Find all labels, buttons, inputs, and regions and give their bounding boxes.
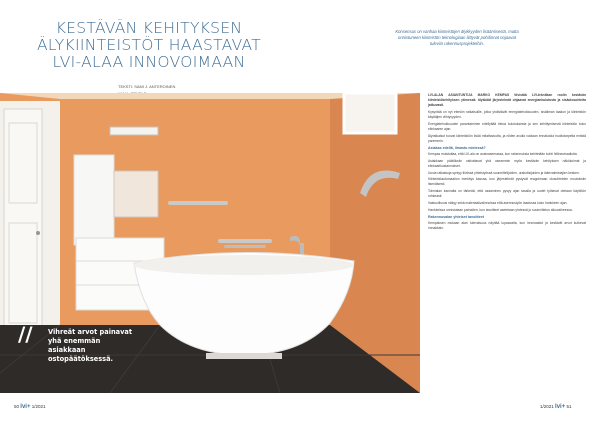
body-paragraph: Kysyntää on nyt etenkin ratkaisuille, jotka yhdistävät energiatehokkuuden, sisäilman laadun ja kiinteistön käyttäjien viihtyvyyden. <box>428 109 586 119</box>
credit-text: TEKSTI: SAMI J. ANTEROINEN <box>118 84 176 89</box>
issue-left: 1/2021 <box>31 404 46 409</box>
vanity-light <box>110 127 158 135</box>
body-subhead: Rakennusalan yhteiset tavoitteet <box>428 215 484 220</box>
body-paragraph: Kempas muistuttaa, että LVI-ala on avainasemassa, kun rakennuksia kehitetään kohti hiilineutraaliutta. <box>428 151 578 156</box>
article-lead: Konsensus on vanhaa kiinteistöjen älykkyyden lisäämisestä, mutta onnistuneen kiinteistön teknologiaan liittyvät pohdinnat nojaavat tuleviin rakennusprojekteihin. <box>395 29 519 46</box>
article-title: KESTÄVÄN KEHITYKSEN ÄLYKIINTEISTÖT HAASTAVAT LVI-ALAA INNOVOIMAAN <box>37 19 261 71</box>
body-column <box>428 93 586 233</box>
door-handle <box>36 231 40 235</box>
body-paragraph: Asiakkaan päätöksiin vaikuttavat yhä useammin myös kestävän kehityksen näkökulmat ja elinkaarikustannukset. <box>428 158 586 168</box>
mirror <box>114 171 158 217</box>
body-paragraph: Kempaksen mukaan alan tulevaisuus näyttää lupaavalta, kun innovaatiot ja kestävät arvot kulkevat rinnakkain. <box>428 221 586 231</box>
bathtub-base <box>206 353 282 359</box>
brand-logo-left: lvi+ <box>20 404 31 410</box>
window <box>344 93 396 133</box>
page-number-left: 50 <box>14 404 20 409</box>
brand-logo-right: lvi+ <box>555 404 566 410</box>
towel-bar-1 <box>168 201 228 205</box>
body-subhead: Asiakas edellä, ilmasto mielessä? <box>428 145 486 150</box>
body-paragraph: Hankkeissa onnistutaan parhaiten, kun tavoitteet asetetaan yhdessä jo suunnittelun alkuvaiheessa. <box>428 208 573 213</box>
body-paragraph: Toimialan kannalta on tärkeää, että osaaminen pysyy ajan tasalla ja uudet työtavat otetaan käyttöön rohkeasti. <box>428 189 586 199</box>
folio-right <box>540 404 572 410</box>
body-paragraph: Kiinteistöautomaation merkitys kasvaa, kun järjestelmät pystyvät reagoimaan olosuhteiden muutoksiin itsenäisesti. <box>428 177 586 187</box>
tall-cabinet <box>74 155 114 245</box>
pullquote-mark: // <box>18 322 33 346</box>
towel-bar-2 <box>218 239 272 243</box>
body-paragraph: Älyratkaisut tuovat kiinteistöön lisää mitattavuutta, ja niiden avulla voidaan ennakoida huoltotarpeita entistä paremmin. <box>428 133 586 143</box>
folio-left <box>14 404 46 410</box>
body-lead-paragraph: LVI-ALAN ASIANTUNTIJA MARKO KEMPAS tiivistää LVI-tekniikan roolin kestävän kiinteistökehityksen ytimessä: älykkäät järjestelmät ohjaavat energiankulutusta ja sisäolosuhteita jatkuvasti. <box>428 93 586 108</box>
bathtub-rim <box>134 255 354 275</box>
body-paragraph: Energiatehokkuuden parantaminen edellyttää tietoa kulutuksesta ja sen kehittymisestä kiinteistön koko elinkaaren ajan. <box>428 121 586 131</box>
pullquote-text: Vihreät arvot painavat yhä enemmän asiakkaan ostopäätöksessä. <box>48 328 133 363</box>
issue-right: 1/2021 <box>540 404 554 409</box>
page-number-right: 51 <box>566 404 572 409</box>
body-paragraph: Vastuullisuus näkyy sekä materiaalivalinnoissa että asennustyön laadussa koko hankkeen ajan. <box>428 201 568 206</box>
door <box>4 109 42 345</box>
body-paragraph: Uusia ratkaisuja syntyy tiiviissä yhteistyössä suunnittelijoiden, urakoitsijoiden ja laitevalmistajien kesken. <box>428 170 580 175</box>
